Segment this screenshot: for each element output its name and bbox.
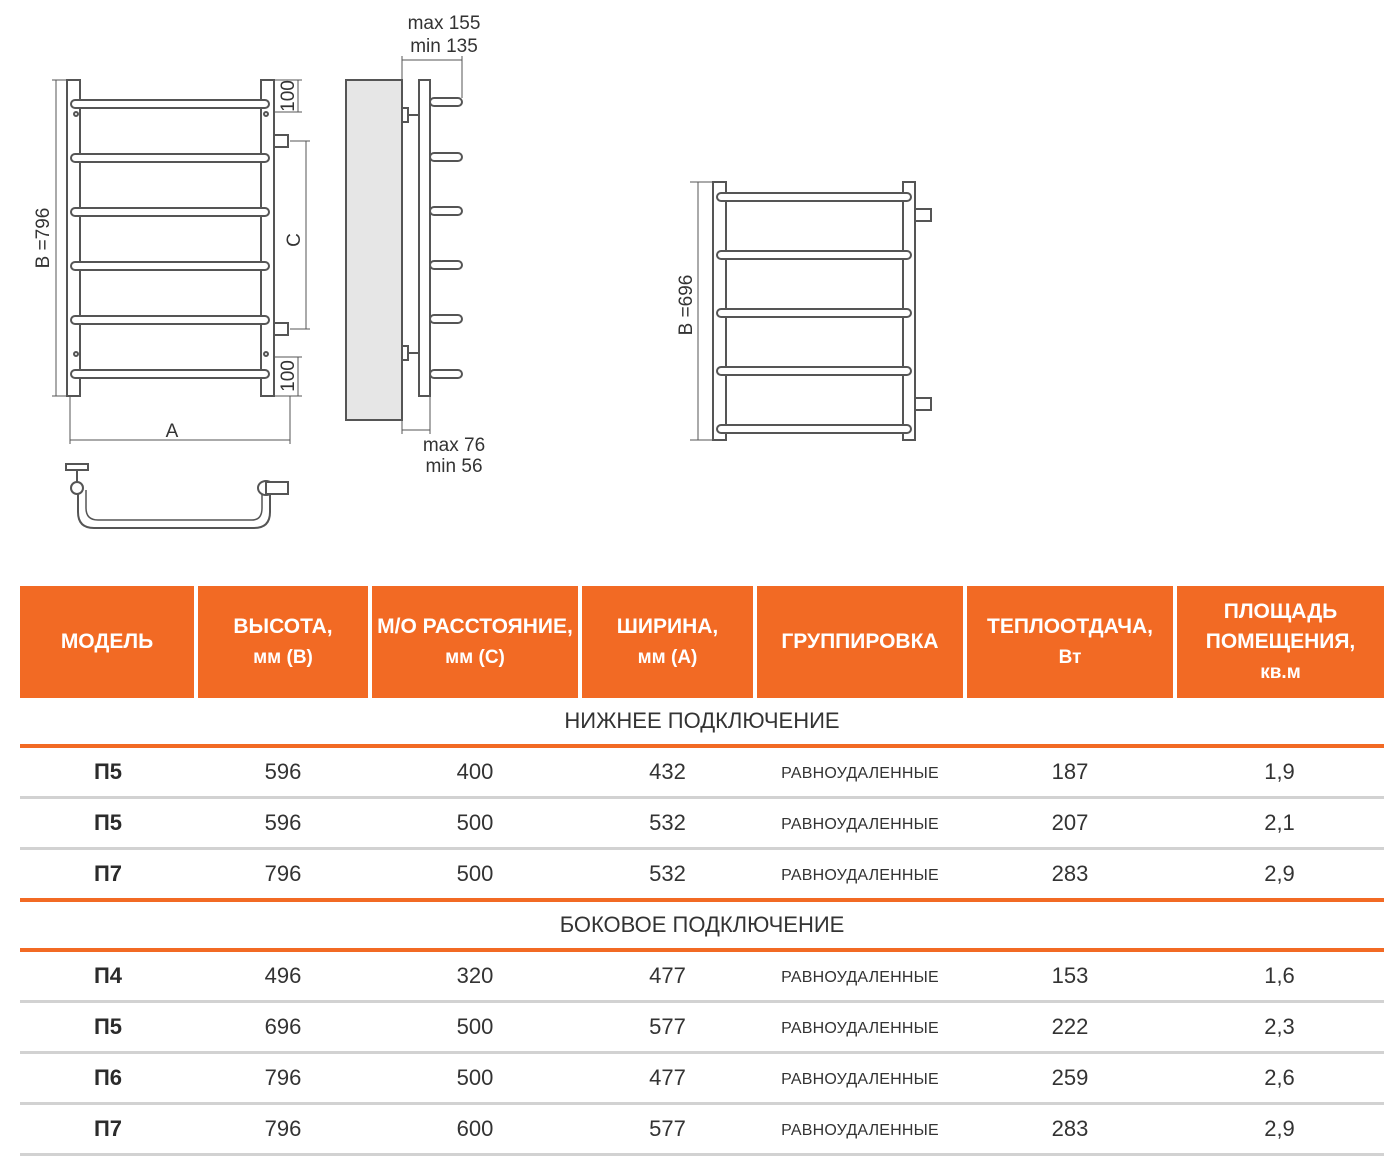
- cell-center-distance: 600: [370, 1104, 580, 1155]
- cell-model: П4: [20, 950, 196, 1002]
- cell-height: 696: [196, 1002, 370, 1053]
- cell-center-distance: 500: [370, 798, 580, 849]
- cell-center-distance: 500: [370, 1002, 580, 1053]
- side-rail-ends: [430, 98, 462, 378]
- bottom-max-label: max 76: [422, 435, 486, 456]
- cell-room-area: 2,3: [1175, 1002, 1384, 1053]
- front-view-bottom-connection: [52, 80, 310, 528]
- cell-center-distance: 500: [370, 1053, 580, 1104]
- cell-width: 432: [580, 746, 755, 798]
- header-model: МОДЕЛЬ: [20, 586, 196, 698]
- cell-center-distance: 320: [370, 950, 580, 1002]
- cell-width: 577: [580, 1104, 755, 1155]
- cell-heat-output: 207: [965, 798, 1175, 849]
- bottom-spacing-label: 100: [278, 360, 299, 392]
- width-label: A: [165, 421, 179, 442]
- table-header-row: [20, 586, 1384, 698]
- front-view-side-connection: [690, 182, 931, 440]
- cell-model: П7: [20, 1104, 196, 1155]
- height-label-side-model: B =696: [676, 274, 697, 336]
- top-spacing-label: 100: [278, 80, 299, 112]
- section-title: БОКОВОЕ ПОДКЛЮЧЕНИЕ: [20, 900, 1384, 950]
- cell-room-area: 2,6: [1175, 1053, 1384, 1104]
- specification-table: [20, 586, 1384, 1156]
- table-row: [20, 746, 1384, 798]
- cell-grouping: РАВНОУДАЛЕННЫЕ: [755, 1104, 965, 1155]
- cell-center-distance: 500: [370, 849, 580, 901]
- cell-width: 577: [580, 1002, 755, 1053]
- cell-width: 532: [580, 798, 755, 849]
- cell-heat-output: 283: [965, 849, 1175, 901]
- table-row: [20, 1053, 1384, 1104]
- cell-room-area: 1,6: [1175, 950, 1384, 1002]
- cell-grouping: РАВНОУДАЛЕННЫЕ: [755, 1053, 965, 1104]
- table-row: [20, 1104, 1384, 1155]
- cell-heat-output: 259: [965, 1053, 1175, 1104]
- table-row: [20, 950, 1384, 1002]
- header-heat-output: ТЕПЛООТДАЧА, Вт: [965, 586, 1175, 698]
- table-row: [20, 1002, 1384, 1053]
- cell-grouping: РАВНОУДАЛЕННЫЕ: [755, 798, 965, 849]
- section-title-row: [20, 698, 1384, 746]
- header-grouping: ГРУППИРОВКА: [755, 586, 965, 698]
- cell-room-area: 2,9: [1175, 849, 1384, 901]
- cell-grouping: РАВНОУДАЛЕННЫЕ: [755, 746, 965, 798]
- cell-room-area: 2,1: [1175, 798, 1384, 849]
- top-min-label: min 135: [410, 36, 478, 57]
- bottom-min-label: min 56: [425, 456, 483, 477]
- cell-grouping: РАВНОУДАЛЕННЫЕ: [755, 849, 965, 901]
- cell-room-area: 1,9: [1175, 746, 1384, 798]
- cell-height: 496: [196, 950, 370, 1002]
- cell-width: 477: [580, 1053, 755, 1104]
- header-center-distance: М/О РАССТОЯНИЕ, мм (С): [370, 586, 580, 698]
- cell-heat-output: 153: [965, 950, 1175, 1002]
- header-width: ШИРИНА, мм (А): [580, 586, 755, 698]
- height-label-front: B =796: [33, 207, 54, 269]
- cell-model: П7: [20, 849, 196, 901]
- cell-room-area: 2,9: [1175, 1104, 1384, 1155]
- cell-height: 796: [196, 849, 370, 901]
- cell-width: 532: [580, 849, 755, 901]
- top-max-label: max 155: [407, 13, 481, 34]
- cell-center-distance: 400: [370, 746, 580, 798]
- cell-height: 796: [196, 1104, 370, 1155]
- cell-height: 596: [196, 798, 370, 849]
- header-room-area: ПЛОЩАДЬ ПОМЕЩЕНИЯ, кв.м: [1175, 586, 1384, 698]
- cell-heat-output: 283: [965, 1104, 1175, 1155]
- table-row: [20, 849, 1384, 901]
- header-height: ВЫСОТА, мм (В): [196, 586, 370, 698]
- cell-model: П6: [20, 1053, 196, 1104]
- cell-grouping: РАВНОУДАЛЕННЫЕ: [755, 950, 965, 1002]
- towel-rails-side-model: [717, 193, 911, 433]
- cell-width: 477: [580, 950, 755, 1002]
- drawing-canvas: [0, 0, 1400, 560]
- side-view: [346, 56, 462, 434]
- section-title-row: [20, 900, 1384, 950]
- table-row: [20, 798, 1384, 849]
- cell-height: 596: [196, 746, 370, 798]
- cell-model: П5: [20, 798, 196, 849]
- table-body: [20, 698, 1384, 1155]
- cell-model: П5: [20, 746, 196, 798]
- cell-heat-output: 222: [965, 1002, 1175, 1053]
- cell-grouping: РАВНОУДАЛЕННЫЕ: [755, 1002, 965, 1053]
- cell-heat-output: 187: [965, 746, 1175, 798]
- c-label: C: [284, 233, 305, 247]
- cell-model: П5: [20, 1002, 196, 1053]
- section-title: НИЖНЕЕ ПОДКЛЮЧЕНИЕ: [20, 698, 1384, 746]
- cell-height: 796: [196, 1053, 370, 1104]
- technical-drawings: [0, 0, 1400, 560]
- towel-rails: [71, 100, 269, 378]
